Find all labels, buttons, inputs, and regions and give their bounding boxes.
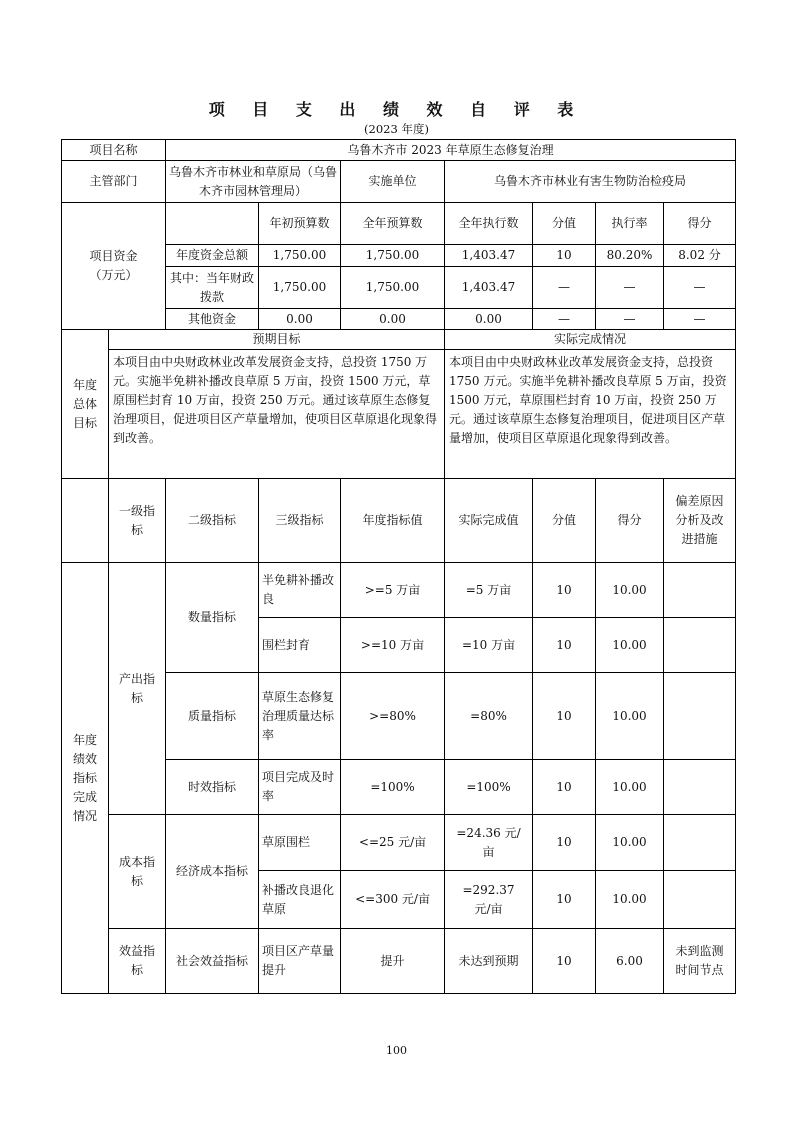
fund-cell: — (596, 309, 664, 330)
fund-cell: — (664, 309, 736, 330)
fund-header: 年初预算数 (259, 203, 341, 245)
level3-cell: 项目区产草量提升 (259, 929, 341, 994)
note-cell (664, 618, 736, 673)
page-subtitle: (2023 年度) (364, 122, 429, 136)
fund-row-name: 其他资金 (166, 309, 259, 330)
level1-cell: 产出指标 (109, 563, 166, 815)
fund-label: 项目资金（万元） (62, 203, 166, 330)
indicator-header-row (62, 479, 736, 563)
fund-cell: 1,750.00 (341, 267, 445, 309)
fund-cell: 0.00 (445, 309, 533, 330)
level2-cell: 经济成本指标 (166, 815, 259, 929)
dept-value: 乌鲁木齐市林业和草原局（乌鲁木齐市园林管理局） (166, 161, 341, 203)
actual-cell: =5 万亩 (445, 563, 533, 618)
score-value-cell: 10 (533, 563, 596, 618)
indicator-header: 二级指标 (166, 479, 259, 563)
fund-cell: 1,750.00 (259, 267, 341, 309)
level1-cell: 效益指标 (109, 929, 166, 994)
fund-cell: — (664, 267, 736, 309)
project-name-label: 项目名称 (62, 140, 166, 161)
score-value-cell: 10 (533, 871, 596, 929)
fund-header: 全年执行数 (445, 203, 533, 245)
level3-cell: 项目完成及时率 (259, 760, 341, 815)
score-cell: 10.00 (596, 815, 664, 871)
fund-cell: 0.00 (259, 309, 341, 330)
impl-value: 乌鲁木齐市林业有害生物防治检疫局 (445, 161, 736, 203)
fund-cell: 1,750.00 (341, 245, 445, 267)
score-value-cell: 10 (533, 673, 596, 760)
fund-cell: 1,403.47 (445, 245, 533, 267)
indicator-header: 分值 (533, 479, 596, 563)
fund-cell: — (533, 309, 596, 330)
fund-header: 全年预算数 (341, 203, 445, 245)
target-cell: <=25 元/亩 (341, 815, 445, 871)
fund-cell: — (596, 267, 664, 309)
note-cell (664, 673, 736, 760)
goal-actual-header: 实际完成情况 (445, 330, 736, 350)
actual-cell: =292.37 元/亩 (445, 871, 533, 929)
level2-cell: 数量指标 (166, 563, 259, 673)
fund-row-name: 年度资金总额 (166, 245, 259, 267)
level3-cell: 草原生态修复治理质量达标率 (259, 673, 341, 760)
level3-cell: 围栏封育 (259, 618, 341, 673)
fund-cell: 1,750.00 (259, 245, 341, 267)
target-cell: >=10 万亩 (341, 618, 445, 673)
actual-cell: =24.36 元/亩 (445, 815, 533, 871)
impl-label: 实施单位 (341, 161, 445, 203)
goal-actual-text: 本项目由中央财政林业改革发展资金支持，总投资 1750 万元。实施半免耕补播改良草原 5 万亩，投资 1500 万元，草原围栏封育 10 万亩，投资 250 万元。通过该草原生态修复治理项目，促进项目区产草量增加，使项目区草原退化现象得到改善。 (445, 350, 736, 479)
fund-cell: 10 (533, 245, 596, 267)
project-name-row (62, 140, 736, 161)
fund-cell: — (533, 267, 596, 309)
score-cell: 10.00 (596, 618, 664, 673)
indicator-row (62, 563, 736, 618)
indicator-header: 偏差原因分析及改进措施 (664, 479, 736, 563)
level2-cell: 时效指标 (166, 760, 259, 815)
goal-label: 年度总体目标 (62, 330, 109, 479)
level3-cell: 半免耕补播改良 (259, 563, 341, 618)
score-value-cell: 10 (533, 760, 596, 815)
score-cell: 10.00 (596, 563, 664, 618)
fund-cell: 8.02 分 (664, 245, 736, 267)
goal-text-row (62, 350, 736, 479)
level3-cell: 补播改良退化草原 (259, 871, 341, 929)
score-value-cell: 10 (533, 618, 596, 673)
indicator-header: 三级指标 (259, 479, 341, 563)
note-cell (664, 563, 736, 618)
page-number: 100 (386, 1044, 407, 1057)
level3-cell: 草原围栏 (259, 815, 341, 871)
level2-cell: 社会效益指标 (166, 929, 259, 994)
page-title: 项 目 支 出 绩 效 自 评 表 (208, 100, 585, 119)
note-cell: 未到监测时间节点 (664, 929, 736, 994)
department-row (62, 161, 736, 203)
project-name-value: 乌鲁木齐市 2023 年草原生态修复治理 (166, 140, 736, 161)
dept-label: 主管部门 (62, 161, 166, 203)
fund-header: 执行率 (596, 203, 664, 245)
indicator-section-label: 年度绩效指标完成情况 (62, 563, 109, 994)
level2-cell: 质量指标 (166, 673, 259, 760)
target-cell: >=80% (341, 673, 445, 760)
fund-cell: 80.20% (596, 245, 664, 267)
actual-cell: =100% (445, 760, 533, 815)
evaluation-table (61, 139, 736, 994)
fund-cell: 0.00 (341, 309, 445, 330)
target-cell: <=300 元/亩 (341, 871, 445, 929)
fund-header-row (62, 203, 736, 245)
indicator-header-blank (62, 479, 109, 563)
note-cell (664, 871, 736, 929)
goal-expected-header: 预期目标 (109, 330, 445, 350)
indicator-header: 得分 (596, 479, 664, 563)
score-value-cell: 10 (533, 815, 596, 871)
fund-header: 得分 (664, 203, 736, 245)
note-cell (664, 760, 736, 815)
actual-cell: 未达到预期 (445, 929, 533, 994)
goal-header-row (62, 330, 736, 350)
level1-cell: 成本指标 (109, 815, 166, 929)
fund-header: 分值 (533, 203, 596, 245)
indicator-header: 一级指标 (109, 479, 166, 563)
indicator-header: 年度指标值 (341, 479, 445, 563)
indicator-row (62, 815, 736, 871)
score-cell: 6.00 (596, 929, 664, 994)
target-cell: =100% (341, 760, 445, 815)
indicator-header: 实际完成值 (445, 479, 533, 563)
actual-cell: =80% (445, 673, 533, 760)
score-cell: 10.00 (596, 871, 664, 929)
target-cell: >=5 万亩 (341, 563, 445, 618)
score-value-cell: 10 (533, 929, 596, 994)
score-cell: 10.00 (596, 760, 664, 815)
actual-cell: =10 万亩 (445, 618, 533, 673)
indicator-row (62, 929, 736, 994)
fund-row-name: 其中：当年财政拨款 (166, 267, 259, 309)
note-cell (664, 815, 736, 871)
fund-header-blank (166, 203, 259, 245)
score-cell: 10.00 (596, 673, 664, 760)
target-cell: 提升 (341, 929, 445, 994)
goal-expected-text: 本项目由中央财政林业改革发展资金支持，总投资 1750 万元。实施半免耕补播改良草原 5 万亩，投资 1500 万元，草原围栏封育 10 万亩，投资 250 万元。通过该草原生态修复治理项目，促进项目区产草量增加，使项目区草原退化现象得到改善。 (109, 350, 445, 479)
fund-cell: 1,403.47 (445, 267, 533, 309)
